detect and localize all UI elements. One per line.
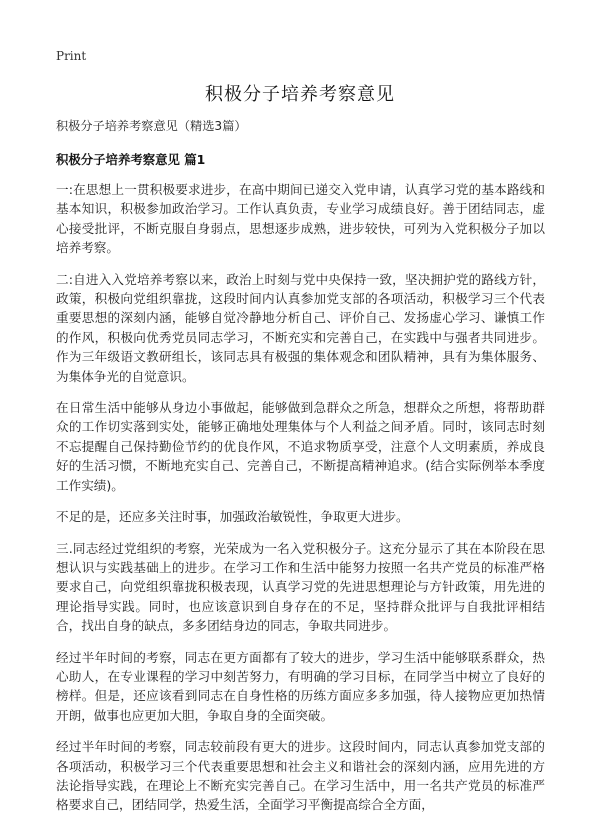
paragraph-2: 二:自进入入党培养考察以来，政治上时刻与党中央保持一致，坚决拥护党的路线方针，政策，积极向党组织靠拢，这段时间内认真参加党支部的各项活动，积极学习三个代表重要思想的深刻内涵，能够自觉冷静地分析自己、评价自己、发扬虚心学习、谦慎工作的作风，积极向优秀党员同志学习，不断充实和完善自己，在实践中与强者共同进步。作为三年级语文教研组长，该同志具有极强的集体观念和团队精神，具有为集体服务、为集体争光的自觉意识。 xyxy=(56,271,545,384)
paragraph-6: 经过半年时间的考察，同志在更方面都有了较大的进步，学习生活中能够联系群众，热心助人，在专业课程的学习中刻苦努力，有明确的学习目标，在同学当中树立了良好的榜样。但是，还应该看到同志在自身性格的历练方面应多多加强，待人接物应更加热情开朗，做事也应更加大胆，争取自身的全面突破。 xyxy=(56,649,545,723)
paragraph-3: 在日常生活中能够从身边小事做起，能够做到急群众之所急，想群众之所想，将帮助群众的工作切实落到实处，能够正确地处理集体与个人利益之间矛盾。同时，该同志时刻不忘提醒自己保持勤俭节约的优良作风，不追求物质享受，注意个人文明素质，养成良好的生活习惯，不断地充实自己、完善自己，不断提高精神追求。(结合实际例举本季度工作实绩)。 xyxy=(56,400,545,493)
paragraph-4: 不足的是，还应多关注时事，加强政治敏锐性，争取更大进步。 xyxy=(56,509,409,525)
document-subtitle: 积极分子培养考察意见（精选3篇） xyxy=(56,119,247,133)
document-body xyxy=(56,180,545,827)
paragraph-7: 经过半年时间的考察，同志较前段有更大的进步。这段时间内，同志认真参加党支部的各项活动，积极学习三个代表重要思想和社会主义和谐社会的深刻内涵，应用先进的方法论指导实践，在理论上不断充实完善自己。在学习生活中，用一名共产党员的标准严格要求自己，团结同学，热爱生活，全面学习平衡提高综合全方面， xyxy=(56,739,545,813)
paragraph-5: 三.同志经过党组织的考察，光荣成为一名入党积极分子。这充分显示了其在本阶段在思想认识与实践基础上的进步。在学习工作和生活中能努力按照一名共产党员的标准严格要求自己，向党组织靠拢积极表现，认真学习党的先进思想理论与方针政策，用先进的理论指导实践。同时，也应该意识到自身存在的不足，坚持群众批评与自我批评相结合，找出自身的缺点，多多团结身边的同志，争取共同进步。 xyxy=(56,540,545,634)
page-title: 积极分子培养考察意见 xyxy=(205,84,395,105)
section-heading: 积极分子培养考察意见 篇1 xyxy=(56,152,206,167)
print-label[interactable]: Print xyxy=(56,49,87,63)
paragraph-1: 一:在思想上一贯积极要求进步，在高中期间已递交入党申请，认真学习党的基本路线和基本知识，积极参加政治学习。工作认真负责，专业学习成绩良好。善于团结同志，虚心接受批评，不断克服自身弱点，思想逐步成熟，进步较快，可列为入党积极分子加以培养考察。 xyxy=(56,182,545,256)
